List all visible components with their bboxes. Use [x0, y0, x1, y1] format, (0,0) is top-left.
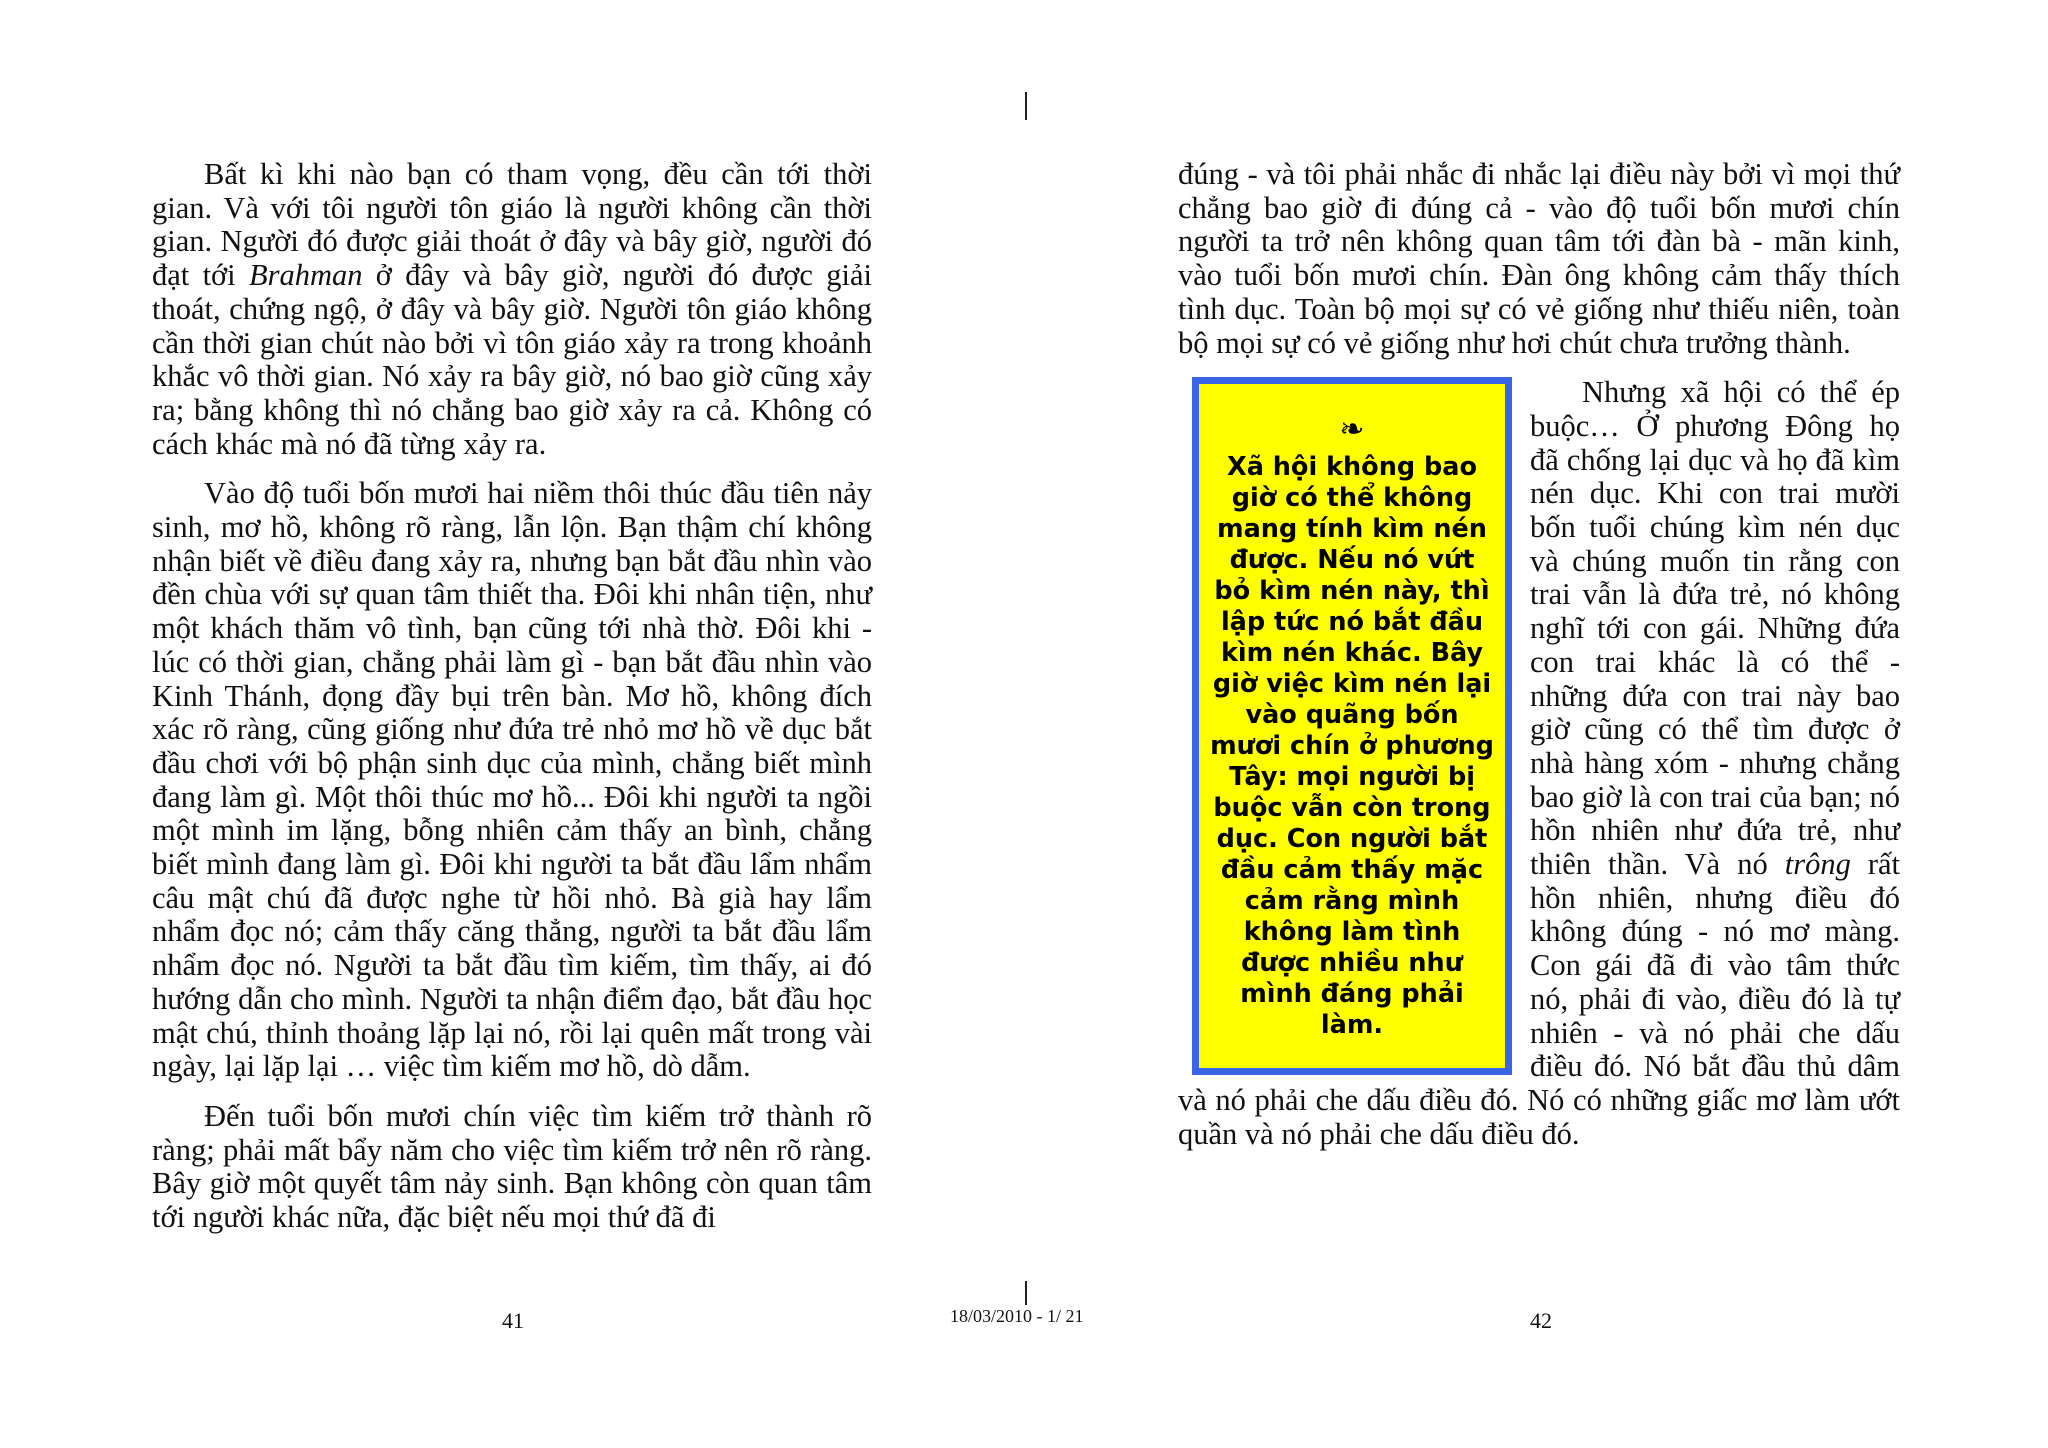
pullquote-box — [1192, 377, 1512, 1075]
ornament-icon: ❧ — [1339, 412, 1365, 448]
right-page-text — [1178, 158, 1900, 1151]
paragraph: Vào độ tuổi bốn mươi hai niềm thôi thúc đầu tiên nảy sinh, mơ hồ, không rõ ràng, lẫn lộn. Bạn thậm chí không nhận biết về điều đang xảy ra, nhưng bạn bắt đầu nhìn vào đền chùa với sự quan tâm thiết tha. Đôi khi nhân tiện, như một khách thăm vô tình, bạn cũng tới nhà thờ. Đôi khi - lúc có thời gian, chẳng phải làm gì - bạn bắt đầu nhìn vào Kinh Thánh, đọng đầy bụi trên bàn. Mơ hồ, không đích xác rõ ràng, cũng giống như đứa trẻ nhỏ mơ hồ về dục bắt đầu chơi với bộ phận sinh dục của mình, chẳng biết mình đang làm gì. Một thôi thúc mơ hồ... Đôi khi người ta ngồi một mình im lặng, bỗng nhiên cảm thấy an bình, chẳng biết mình đang làm gì. Đôi khi người ta bắt đầu lẩm nhẩm câu mật chú đã được nghe từ hồi nhỏ. Bà già hay lẩm nhẩm đọc nó; cảm thấy căng thẳng, người ta bắt đầu lẩm nhẩm đọc nó. Người ta bắt đầu tìm kiếm, tìm thấy, ai đó hướng dẫn cho mình. Người ta nhận điểm đạo, bắt đầu học mật chú, thỉnh thoảng lặp lại nó, rồi lại quên mất trong vài ngày, lại lặp lại … việc tìm kiếm mơ hồ, dò dẫm. — [152, 476, 872, 1084]
paragraph-text: Bất kì khi nào bạn có tham vọng, đều cần tới thời gian. Và với tôi người tôn giáo là người không cần thời gian. Người đó được giải thoát ở đây và bây giờ, người đó đạt tới — [152, 157, 872, 293]
emphasis-text: Brahman — [248, 258, 363, 293]
paragraph: Đến tuổi bốn mươi chín việc tìm kiếm trở thành rõ ràng; phải mất bẩy năm cho việc tìm kiếm trở nên rõ ràng. Bây giờ một quyết tâm nảy sinh. Bạn không còn quan tâm tới người khác nữa, đặc biệt nếu mọi thứ đã đi — [152, 1098, 872, 1235]
footer-date: 18/03/2010 - 1/ 21 — [950, 1306, 1084, 1326]
paragraph: đúng - và tôi phải nhắc đi nhắc lại điều này bởi vì mọi thứ chẳng bao giờ đi đúng cả - vào độ tuổi bốn mươi chín người ta trở nên không quan tâm tới đàn bà - mãn kinh, vào tuổi bốn mươi chín. Đàn ông không cảm thấy thích tình dục. Toàn bộ mọi sự có vẻ giống như thiếu niên, toàn bộ mọi sự có vẻ giống như hơi chút chưa trưởng thành. — [1178, 157, 1900, 360]
page-number-right: 42 — [1530, 1308, 1552, 1333]
spine-divider-bottom — [1025, 1281, 1027, 1305]
paragraph-text: rất hồn nhiên, nhưng điều đó không đúng - nó mơ màng. Con gái đã đi vào tâm thức nó, phải đi vào, điều đó là tự nhiên - và nó phải che dấu điều đó. Nó bắt đầu thủ dâm và nó phải che dấu điều đó. Nó có những giấc mơ làm ướt quần và nó phải che dấu điều đó. — [1178, 847, 1901, 1151]
spine-divider-top — [1025, 92, 1027, 120]
page-number-left: 41 — [502, 1308, 524, 1333]
paragraph-text: Nhưng xã hội có thể ép buộc… Ở phương Đông họ đã chống lại dục và họ đã kìm nén dục. Khi con trai mười bốn tuổi chúng kìm nén dục và chúng muốn tin rằng con trai vẫn là đứa trẻ, nó không nghĩ tới con gái. Những đứa con trai khác là có thể - những đứa con trai này bao giờ cũng có thể tìm được ở nhà hàng xóm - nhưng chẳng bao giờ là con trai của bạn; nó hồn nhiên như đứa trẻ, như thiên thần. Và nó — [1530, 375, 1900, 882]
paragraph — [152, 158, 872, 461]
left-page-text — [152, 158, 872, 1235]
pullquote-text: Xã hội không bao giờ có thể không mang tính kìm nén được. Nếu nó vứt bỏ kìm nén này, thì lập tức nó bắt đầu kìm nén khác. Bây giờ việc kìm nén lại vào quãng bốn mươi chín ở phương Tây: mọi người bị buộc vẫn còn trong dục. Con người bắt đầu cảm thấy mặc cảm rằng mình không làm tình được nhiều như mình đáng phải làm. — [1210, 452, 1494, 1041]
pullquote-section — [1178, 376, 1900, 1151]
emphasis-text: trông — [1784, 847, 1851, 882]
paragraph-text: ở đây và bây giờ, người đó được giải thoát, chứng ngộ, ở đây và bây giờ. Người tôn giáo không cần thời gian chút nào bởi vì tôn giáo xảy ra trong khoảnh khắc vô thời gian. Nó xảy ra bây giờ, nó bao giờ cũng xảy ra; bằng không thì nó chẳng bao giờ xảy ra cả. Không có cách khác mà nó đã từng xảy ra. — [152, 258, 873, 461]
